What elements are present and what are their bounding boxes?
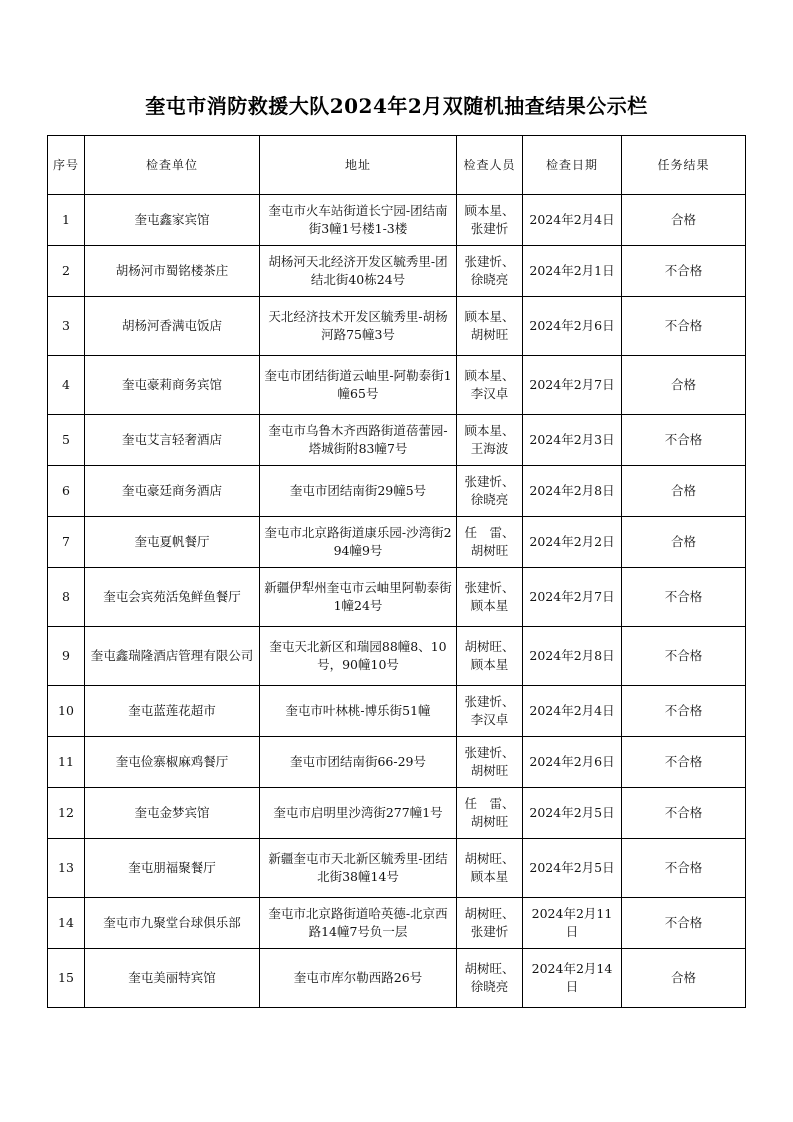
table-row [48,356,746,415]
cell-address: 新疆奎屯市天北新区毓秀里-团结北街38幢14号 [260,839,457,898]
cell-result: 不合格 [622,297,746,356]
cell-inspectors: 张建忻、李汉卓 [457,686,523,737]
cell-inspectors: 顾本星、张建忻 [457,195,523,246]
cell-unit: 胡杨河香满屯饭店 [85,297,260,356]
cell-seq: 13 [48,839,85,898]
cell-result: 不合格 [622,839,746,898]
cell-seq: 4 [48,356,85,415]
cell-address: 奎屯市北京路街道康乐园-沙湾街294幢9号 [260,517,457,568]
header-result: 任务结果 [622,136,746,195]
cell-date: 2024年2月11日 [523,898,622,949]
cell-date: 2024年2月6日 [523,297,622,356]
cell-date: 2024年2月8日 [523,466,622,517]
table-row [48,737,746,788]
cell-inspectors: 张建忻、顾本星 [457,568,523,627]
cell-unit: 奎屯金梦宾馆 [85,788,260,839]
header-date: 检查日期 [523,136,622,195]
cell-seq: 15 [48,949,85,1008]
cell-address: 奎屯市团结南街66-29号 [260,737,457,788]
header-seq: 序号 [48,136,85,195]
cell-date: 2024年2月4日 [523,195,622,246]
cell-inspectors: 张建忻、徐晓亮 [457,466,523,517]
cell-result: 不合格 [622,627,746,686]
cell-date: 2024年2月2日 [523,517,622,568]
table-row [48,297,746,356]
cell-address: 奎屯市团结街道云岫里-阿勒泰街1幢65号 [260,356,457,415]
cell-result: 不合格 [622,788,746,839]
table-row [48,466,746,517]
cell-date: 2024年2月8日 [523,627,622,686]
cell-result: 不合格 [622,686,746,737]
table-row [48,195,746,246]
cell-address: 奎屯市团结南街29幢5号 [260,466,457,517]
cell-date: 2024年2月5日 [523,788,622,839]
cell-date: 2024年2月3日 [523,415,622,466]
cell-address: 胡杨河天北经济开发区毓秀里-团结北街40栋24号 [260,246,457,297]
cell-result: 不合格 [622,246,746,297]
cell-seq: 3 [48,297,85,356]
cell-result: 合格 [622,949,746,1008]
cell-inspectors: 张建忻、胡树旺 [457,737,523,788]
header-inspectors: 检查人员 [457,136,523,195]
cell-inspectors: 胡树旺、徐晓亮 [457,949,523,1008]
cell-seq: 11 [48,737,85,788]
cell-inspectors: 胡树旺、张建忻 [457,898,523,949]
cell-seq: 12 [48,788,85,839]
cell-seq: 10 [48,686,85,737]
cell-inspectors: 任 雷、胡树旺 [457,517,523,568]
cell-unit: 奎屯鑫瑞隆酒店管理有限公司 [85,627,260,686]
cell-date: 2024年2月6日 [523,737,622,788]
cell-address: 奎屯市乌鲁木齐西路街道蓓蕾园-塔城街附83幢7号 [260,415,457,466]
table-row [48,246,746,297]
header-address: 地址 [260,136,457,195]
cell-unit: 奎屯蓝莲花超市 [85,686,260,737]
cell-address: 奎屯市库尔勒西路26号 [260,949,457,1008]
cell-unit: 奎屯朋福聚餐厅 [85,839,260,898]
cell-result: 不合格 [622,898,746,949]
cell-inspectors: 张建忻、徐晓亮 [457,246,523,297]
cell-unit: 奎屯市九聚堂台球俱乐部 [85,898,260,949]
cell-seq: 9 [48,627,85,686]
cell-seq: 7 [48,517,85,568]
cell-inspectors: 胡树旺、顾本星 [457,627,523,686]
cell-date: 2024年2月5日 [523,839,622,898]
cell-inspectors: 任 雷、胡树旺 [457,788,523,839]
cell-date: 2024年2月7日 [523,356,622,415]
table-row [48,788,746,839]
cell-seq: 1 [48,195,85,246]
cell-seq: 8 [48,568,85,627]
cell-address: 奎屯市火车站街道长宁园-团结南街3幢1号楼1-3楼 [260,195,457,246]
cell-date: 2024年2月1日 [523,246,622,297]
cell-inspectors: 顾本星、李汉卓 [457,356,523,415]
table-row [48,839,746,898]
cell-unit: 奎屯豪莉商务宾馆 [85,356,260,415]
table-row [48,686,746,737]
cell-date: 2024年2月7日 [523,568,622,627]
cell-seq: 6 [48,466,85,517]
cell-unit: 奎屯夏帆餐厅 [85,517,260,568]
cell-unit: 奎屯俭寨椒麻鸡餐厅 [85,737,260,788]
cell-unit: 奎屯鑫家宾馆 [85,195,260,246]
cell-result: 不合格 [622,568,746,627]
cell-address: 新疆伊犁州奎屯市云岫里阿勒泰街1幢24号 [260,568,457,627]
results-table [47,135,746,1008]
cell-address: 奎屯市北京路街道哈英德-北京西路14幢7号负一层 [260,898,457,949]
table-row [48,517,746,568]
table-header-row [48,136,746,195]
cell-date: 2024年2月4日 [523,686,622,737]
cell-result: 合格 [622,356,746,415]
cell-seq: 14 [48,898,85,949]
cell-inspectors: 胡树旺、顾本星 [457,839,523,898]
header-unit: 检查单位 [85,136,260,195]
cell-result: 合格 [622,195,746,246]
cell-unit: 奎屯艾言轻奢酒店 [85,415,260,466]
cell-unit: 奎屯豪廷商务酒店 [85,466,260,517]
cell-result: 合格 [622,517,746,568]
cell-result: 合格 [622,466,746,517]
cell-seq: 5 [48,415,85,466]
cell-inspectors: 顾本星、胡树旺 [457,297,523,356]
table-row [48,568,746,627]
table-row [48,949,746,1008]
cell-address: 奎屯天北新区和瑞园88幢8、10号，90幢10号 [260,627,457,686]
cell-result: 不合格 [622,737,746,788]
cell-address: 奎屯市启明里沙湾街277幢1号 [260,788,457,839]
cell-address: 天北经济技术开发区毓秀里-胡杨河路75幢3号 [260,297,457,356]
cell-seq: 2 [48,246,85,297]
cell-address: 奎屯市叶林桃-博乐街51幢 [260,686,457,737]
cell-unit: 奎屯美丽特宾馆 [85,949,260,1008]
cell-unit: 胡杨河市蜀铭楼茶庄 [85,246,260,297]
table-row [48,415,746,466]
table-row [48,898,746,949]
cell-inspectors: 顾本星、王海波 [457,415,523,466]
table-row [48,627,746,686]
page-title: 奎屯市消防救援大队2024年2月双随机抽查结果公示栏 [145,94,648,118]
cell-result: 不合格 [622,415,746,466]
cell-date: 2024年2月14日 [523,949,622,1008]
cell-unit: 奎屯会宾苑活兔鲜鱼餐厅 [85,568,260,627]
